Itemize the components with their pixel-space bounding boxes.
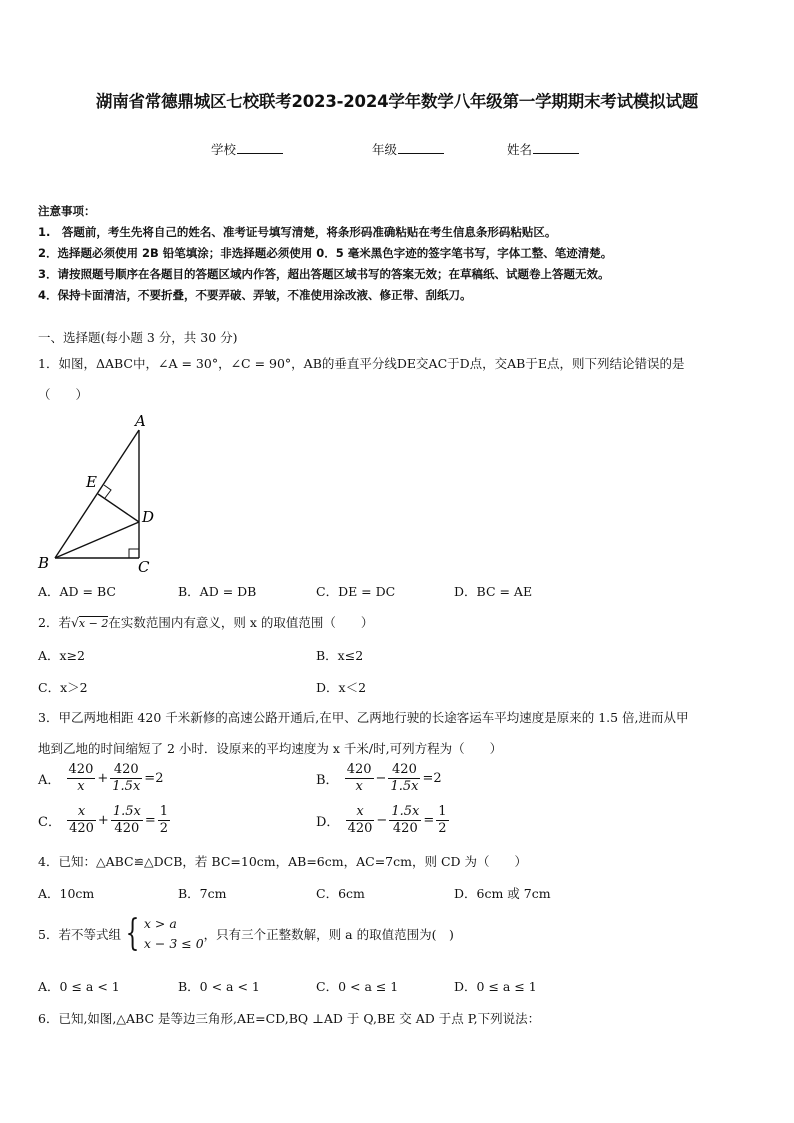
school-blank: [237, 141, 283, 154]
frac-num: 1: [159, 804, 169, 819]
note-1: 1. 答题前，考生先将自己的姓名、准考证号填写清楚，将条形码准确粘贴在考生信息条形码粘贴区。: [38, 225, 557, 239]
question-2: [38, 613, 373, 631]
label-c: C: [138, 558, 150, 576]
note-4: 4．保持卡面清洁，不要折叠，不要弄破、弄皱，不准使用涂改液、修正带、刮纸刀。: [38, 288, 472, 302]
frac-num: 420: [110, 762, 142, 779]
q2-radicand: x − 2: [78, 617, 109, 630]
rhs: 2: [433, 771, 442, 786]
name-label: 姓名: [507, 142, 533, 157]
frac-den: 2: [438, 821, 447, 836]
q2-post: 在实数范围内有意义，则 x 的取值范围（ ）: [108, 615, 374, 630]
school-field: [211, 140, 283, 158]
question-5: [38, 914, 454, 954]
frac-den: x: [355, 779, 363, 794]
q2-pre: 2．若: [38, 615, 71, 630]
frac-den: 2: [159, 821, 169, 836]
segment-ed: [98, 494, 139, 522]
school-label: 学校: [211, 142, 237, 157]
grade-field: [372, 140, 444, 158]
label-a: A: [135, 412, 146, 430]
q3-option-b: [316, 762, 442, 795]
frac-num: 420: [68, 762, 94, 777]
exam-title: 湖南省常德鼎城区七校联考2023-2024学年数学八年级第一学期期末考试模拟试题: [95, 92, 699, 111]
frac-num: x: [67, 804, 96, 821]
frac-den: 1.5x: [390, 779, 419, 794]
q3-label-a: A．: [38, 773, 61, 788]
op: −: [375, 771, 387, 786]
frac-den: 420: [392, 821, 418, 836]
frac-den: 420: [347, 821, 373, 836]
section-heading: 一、选择题(每小题 3 分，共 30 分): [38, 330, 238, 345]
q3-label-c: C．: [38, 815, 61, 830]
q5-option-a: A．0 ≤ a < 1: [38, 979, 120, 994]
frac-num: x: [346, 804, 375, 821]
inequality-system: [144, 914, 204, 954]
q3-label-d: D．: [316, 815, 340, 830]
q1-option-c: C．DE = DC: [316, 584, 396, 599]
q4-option-d: D．6cm 或 7cm: [454, 886, 551, 901]
grade-blank: [398, 141, 444, 154]
question-6: 6．已知,如图,△ABC 是等边三角形,AE=CD,BQ ⊥AD 于 Q,BE 交 AD 于点 P,下列说法：: [38, 1011, 541, 1026]
frac-num: 1.5x: [391, 804, 420, 819]
q2-option-c: C．x＞2: [38, 680, 88, 695]
sqrt-icon: √: [70, 615, 79, 630]
question-3-line-2: 地到乙地的时间缩短了 2 小时．设原来的平均速度为 x 千米/时,可列方程为（ ）: [38, 741, 503, 756]
question-1-text: 1．如图，ΔABC中，∠A = 30°，∠C = 90°，AB的垂直平分线DE交AC于D点，交AB于E点，则下列结论错误的是: [38, 356, 685, 371]
name-field: [507, 140, 579, 158]
op: +: [97, 813, 109, 828]
frac-den: 1.5x: [112, 779, 141, 794]
frac-den: 420: [69, 821, 94, 836]
rhs: 2: [155, 771, 164, 786]
q5-post: ，只有三个正整数解，则 a 的取值范围为( ): [203, 927, 454, 942]
name-blank: [533, 141, 579, 154]
q3-option-a: [38, 762, 163, 795]
op: =: [144, 771, 156, 786]
grade-label: 年级: [372, 142, 398, 157]
q1-option-d: D．BC = AE: [454, 584, 533, 599]
right-angle-c: [129, 549, 139, 558]
q5-pre: 5．若不等式组: [38, 927, 121, 942]
inequality-2: x − 3 ≤ 0: [143, 936, 204, 951]
q2-option-d: D．x＜2: [316, 680, 367, 695]
label-d: D: [142, 508, 155, 526]
q4-option-a: A．10cm: [38, 886, 95, 901]
q2-option-b: B．x≤2: [316, 648, 364, 663]
q1-option-b: B．AD = DB: [178, 584, 257, 599]
q3-label-b: B．: [316, 773, 339, 788]
side-ab: [55, 430, 139, 558]
op: =: [423, 813, 435, 828]
q5-option-c: C．0 < a ≤ 1: [316, 979, 399, 994]
notes-heading: 注意事项：: [38, 204, 96, 218]
label-e: E: [86, 473, 97, 491]
right-angle-e: [104, 485, 111, 498]
note-3: 3．请按照题号顺序在各题目的答题区域内作答，超出答题区域书写的答案无效；在草稿纸、试题卷上答题无效。: [38, 267, 610, 281]
question-3-line-1: 3．甲乙两地相距 420 千米新修的高速公路开通后,在甲、乙两地行驶的长途客运车平均速度是原来的 1.5 倍,进而从甲: [38, 710, 689, 725]
frac-den: 420: [114, 821, 140, 836]
frac-num: 420: [346, 762, 372, 777]
label-b: B: [38, 554, 50, 572]
q2-option-a: A．x≥2: [38, 648, 86, 663]
q3-option-d: [316, 804, 451, 837]
op: =: [144, 813, 156, 828]
frac-den: x: [77, 779, 85, 794]
op: =: [422, 771, 434, 786]
question-4: 4．已知：△ABC≌△DCB，若 BC=10cm，AB=6cm，AC=7cm，则 CD 为（ ）: [38, 854, 528, 869]
q4-option-b: B．7cm: [178, 886, 227, 901]
q5-option-d: D．0 ≤ a ≤ 1: [454, 979, 537, 994]
op: +: [97, 771, 109, 786]
frac-num: 420: [388, 762, 420, 779]
q3-option-c: [38, 804, 172, 837]
frac-num: 1: [438, 804, 447, 819]
question-1-paren: （ ）: [38, 387, 89, 402]
frac-num: 1.5x: [112, 804, 141, 819]
inequality-1: x > a: [143, 916, 177, 931]
q5-option-b: B．0 < a < 1: [178, 979, 260, 994]
q4-option-c: C．6cm: [316, 886, 365, 901]
note-2: 2．选择题必须使用 2B 铅笔填涂；非选择题必须使用 0．5 毫米黑色字迹的签字笔书写，字体工整、笔迹清楚。: [38, 246, 613, 260]
brace-icon: {: [125, 913, 140, 954]
q1-option-a: A．AD = BC: [38, 584, 116, 599]
triangle-figure: [36, 410, 166, 578]
op: −: [376, 813, 388, 828]
